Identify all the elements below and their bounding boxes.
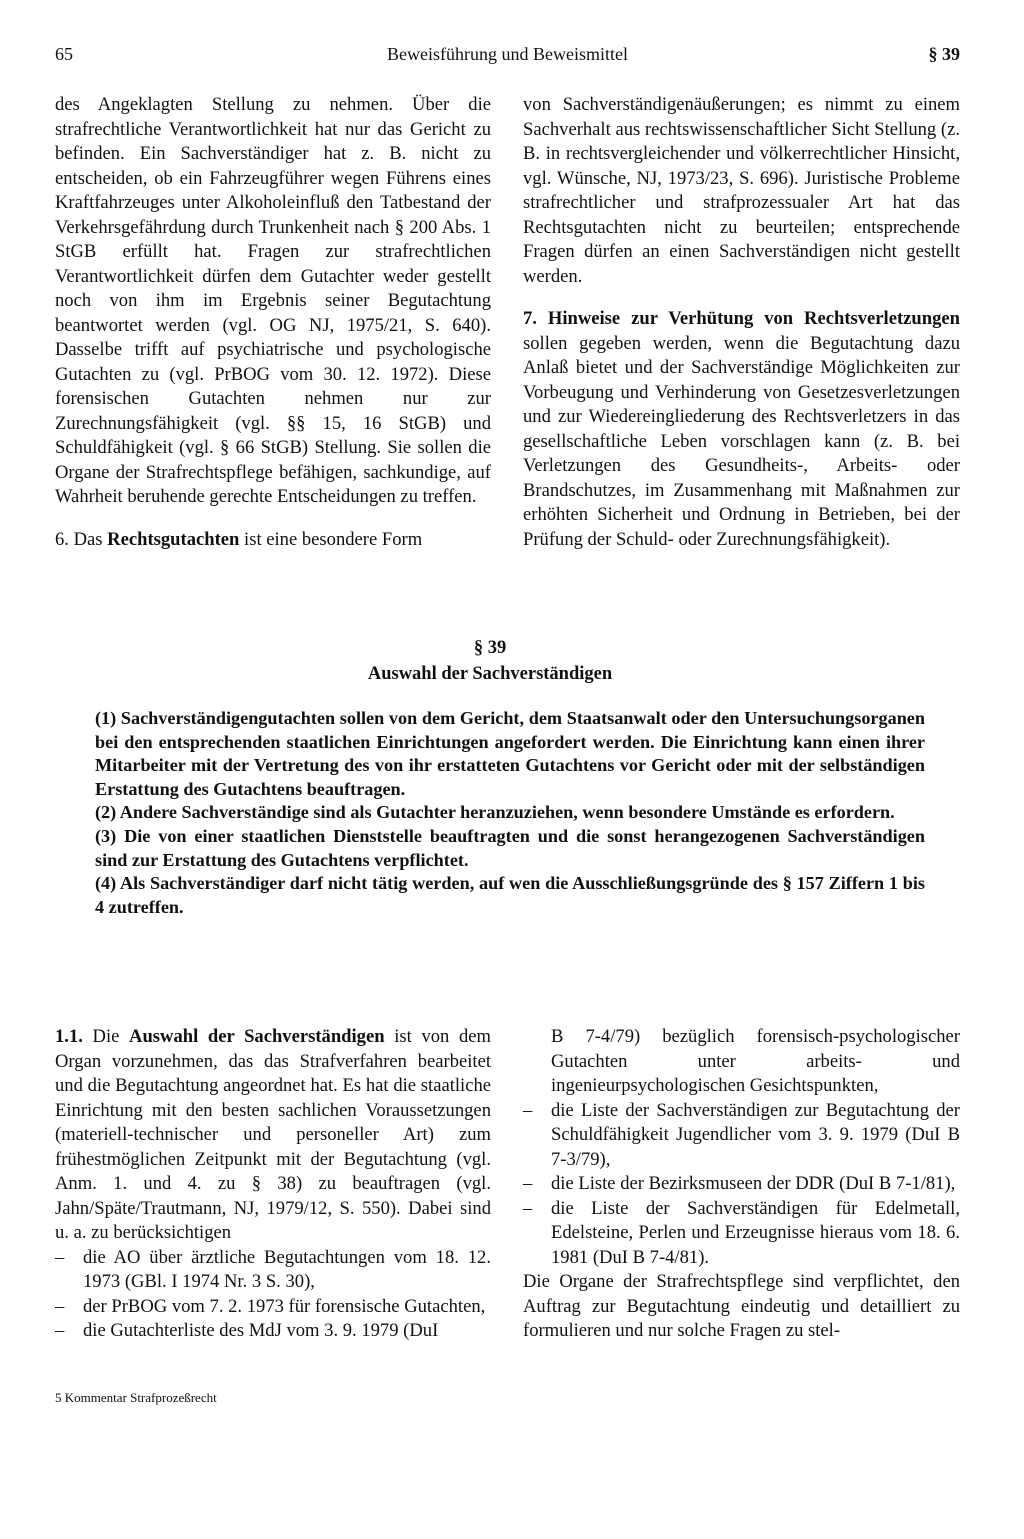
list-item-text: der PrBOG vom 7. 2. 1973 für forensische Gutachten,: [83, 1295, 486, 1317]
list-item: [55, 1246, 491, 1295]
dash-bullet: –: [55, 1295, 65, 1317]
bold-term: Auswahl der Sachverständigen: [129, 1026, 385, 1047]
paragraph: [55, 528, 491, 553]
paragraph: von Sachverständigenäußerungen; es nimmt zu einem Sachverhalt aus rechtswissenschaftlicher Sicht Stellung (z. B. in rechtsvergleichender und völkerrechtlicher Hinsicht, vgl. Wünsche, NJ, 1973/23, S. 696). Juristische Probleme strafrechtlicher und strafprozessualer Art hat das Rechtsgutachten nicht zu beurteilen; entsprechende Fragen dürfen an einen Sachverständigen nicht gestellt werden.: [523, 94, 960, 287]
list-item: [523, 1099, 960, 1173]
list-item-text: die Liste der Sachverständigen für Edelmetall, Edelsteine, Perlen und Erzeugnisse hieraus vom 18. 6. 1981 (DuI B 7-4/81).: [551, 1197, 960, 1268]
list-item: [523, 1172, 960, 1197]
paragraph: [55, 1025, 491, 1246]
section-number: § 39: [473, 638, 507, 658]
running-title: Beweisführung und Beweismittel: [387, 44, 628, 64]
bold-heading: 7. Hinweise zur Verhütung von Rechtsverletzungen: [523, 308, 960, 329]
paragraph: Die Organe der Strafrechtspflege sind verpflichtet, den Auftrag zur Begutachtung eindeutig und detailliert zu formulieren und nur solche Fragen zu stel-: [523, 1271, 960, 1341]
bottom-left-column: [55, 1025, 491, 1344]
list-item-text: die Liste der Sachverständigen zur Begutachtung der Schuldfähigkeit Jugendlicher vom 3. 9. 1979 (DuI B 7-3/79),: [551, 1099, 960, 1170]
list-item: [55, 1319, 491, 1344]
dash-bullet: –: [55, 1320, 65, 1341]
dash-bullet: –: [523, 1197, 533, 1219]
dash-bullet: –: [523, 1173, 533, 1194]
law-text: [95, 707, 925, 919]
list-item-text: die Gutachterliste des MdJ vom 3. 9. 1979 (DuI: [83, 1320, 439, 1341]
section-marker: § 39: [928, 44, 960, 64]
footer-note: 5 Kommentar Strafprozeßrecht: [55, 1390, 217, 1405]
section-39-block: [95, 635, 925, 919]
text-run: ist eine besondere Form: [239, 528, 423, 550]
text-run: sollen gegeben werden, wenn die Begutachtung dazu Anlaß bietet und der Sachverständige Möglichkeiten zur Vorbeugung und Verhinderung von Gesetzesverletzungen und zur Wiedereingliederung des Rechtsverletzers in das gesellschaftliche Leben vorschlagen kann (z. B. bei Verletzungen des Gesundheits-, Arbeits- oder Brandschutzes, im Zusammenhang mit Maßnahmen zur erhöhten Sicherheit und Ordnung in Betrieben, bei der Prüfung der Schuld- oder Zurechnungsfähigkeit).: [523, 332, 960, 550]
bold-number: 1.1.: [55, 1026, 83, 1047]
law-paragraph: (4) Als Sachverständiger darf nicht tätig werden, auf wen die Ausschließungsgründe des § 157 Ziffern 1 bis 4 zutreffen.: [95, 873, 925, 917]
text-run: ist von dem Organ vorzunehmen, das das Strafverfahren bearbeitet und die Begutachtung angeordnet hat. Es hat die staatliche Einrichtung mit den besten sachlichen Voraussetzungen (materiell-technischer und personeller Art) zum frühestmöglichen Zeitpunkt mit der Begutachtung (vgl. Anm. 1. und 4. zu § 38) zu beauftragen (vgl. Jahn/Späte/Trautmann, NJ, 1979/12, S. 550). Dabei sind u. a. zu berücksichtigen: [55, 1026, 491, 1243]
paragraph: des Angeklagten Stellung zu nehmen. Über die strafrechtliche Verantwortlichkeit hat nur das Gericht zu befinden. Ein Sachverständiger hat z. B. nicht zu entscheiden, ob ein Fahrzeugführer wegen Führens eines Kraftfahrzeuges unter Alkoholeinfluß den Tatbestand der Verkehrsgefährdung durch Trunkenheit nach § 200 Abs. 1 StGB erfüllt hat. Fragen zur strafrechtlichen Verantwortlichkeit dürfen dem Gutachter weder gestellt noch von ihm im Ergebnis seiner Begutachtung beantwortet werden (vgl. OG NJ, 1975/21, S. 640). Dasselbe trifft auf psychiatrische und psychologische Gutachten zu (vgl. PrBOG vom 30. 12. 1972). Diese forensischen Gutachten nehmen nur zur Zurechnungsfähigkeit (vgl. §§ 15, 16 StGB) und Schuldfähigkeit (vgl. § 66 StGB) Stellung. Sie sollen die Organe der Strafrechtspflege befähigen, sachkundige, auf Wahrheit beruhende gerechte Entscheidungen zu treffen.: [55, 94, 491, 507]
list-item-text: die AO über ärztliche Begutachtungen vom 18. 12. 1973 (GBl. I 1974 Nr. 3 S. 30),: [83, 1246, 491, 1292]
dash-bullet: –: [523, 1099, 533, 1121]
list-item-text: die Liste der Bezirksmuseen der DDR (DuI B 7-1/81),: [551, 1173, 956, 1194]
paragraph: [523, 307, 960, 552]
list-continuation: B 7-4/79) bezüglich forensisch-psychologischer Gutachten unter arbeits- und ingenieurpsychologischen Gesichtspunkten,: [551, 1026, 960, 1096]
top-right-column: [523, 93, 960, 552]
bottom-right-column: [523, 1025, 960, 1344]
law-paragraph: (1) Sachverständigengutachten sollen von dem Gericht, dem Staatsanwalt oder den Untersuchungsorganen bei den entsprechenden staatlichen Einrichtungen angefordert werden. Die Einrichtung kann einen ihrer Mitarbeiter mit der Vertretung des von ihr erstatteten Gutachtens vor Gericht oder mit der selbständigen Erstattung des Gutachtens beauftragen.: [95, 708, 925, 799]
law-paragraph: (3) Die von einer staatlichen Dienststelle beauftragten und die sonst herangezogenen Sachverständigen sind zur Erstattung des Gutachtens verpflichtet.: [95, 825, 925, 870]
text-run: Die: [82, 1026, 130, 1047]
dash-bullet: –: [55, 1246, 65, 1268]
running-header: [55, 44, 960, 74]
list-item: [55, 1295, 491, 1320]
page-number: 65: [55, 44, 73, 64]
bold-term: Rechtsgutachten: [107, 528, 240, 550]
section-title: Auswahl der Sachverständigen: [367, 664, 613, 684]
top-left-column: [55, 93, 491, 552]
text-run: 6. Das: [55, 528, 108, 550]
law-paragraph: (2) Andere Sachverständige sind als Gutachter heranzuziehen, wenn besondere Umstände es erfordern.: [95, 802, 895, 823]
list-item: [523, 1197, 960, 1271]
